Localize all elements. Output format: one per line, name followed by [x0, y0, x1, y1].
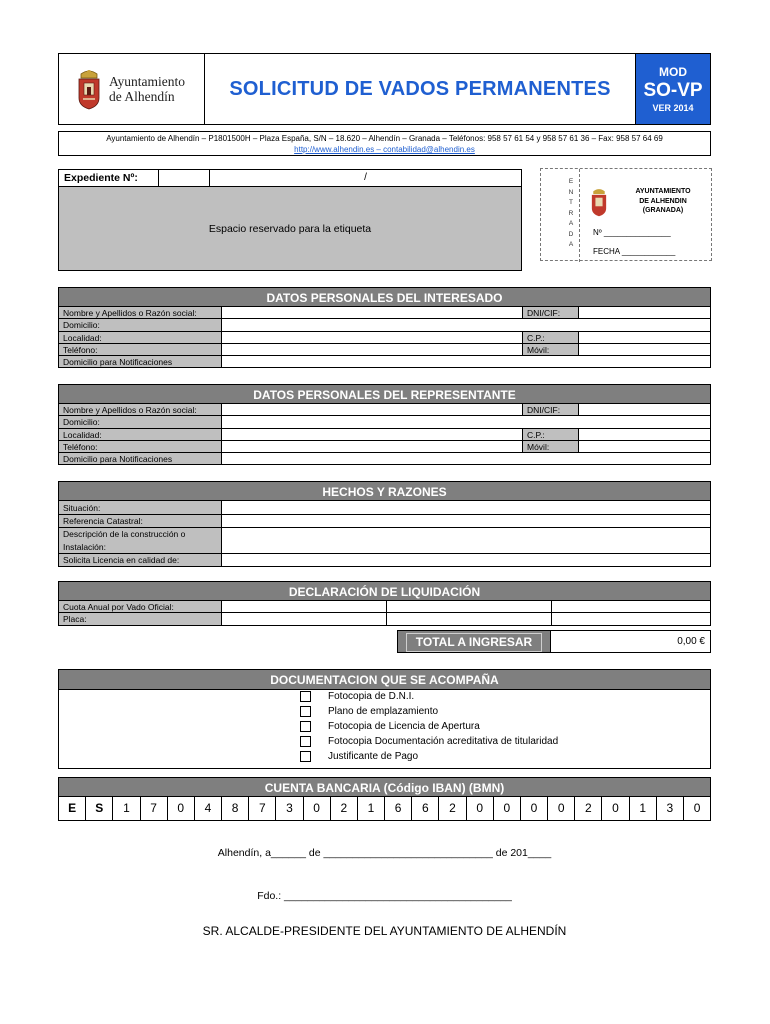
- form-row: [59, 319, 710, 331]
- label-reserved-area: [59, 187, 521, 270]
- iban-digit[interactable]: 0: [521, 797, 548, 820]
- placa-input-1[interactable]: [222, 613, 387, 624]
- form-row: [59, 441, 710, 453]
- field-label: Referencia Catastral:: [59, 515, 222, 527]
- reserved-text: Espacio reservado para la etiqueta: [208, 222, 372, 235]
- form-row: [59, 554, 710, 567]
- field-label: [59, 528, 222, 553]
- iban-digit[interactable]: 4: [195, 797, 222, 820]
- stamp-letter: D: [568, 230, 574, 238]
- expediente-box: [58, 169, 522, 271]
- field-label: Domicilio para Notificaciones: [59, 356, 222, 367]
- doc-item[interactable]: [300, 734, 558, 749]
- form-row: [59, 356, 710, 368]
- stamp-title-line: AYUNTAMIENTO: [635, 188, 691, 195]
- iban-digit[interactable]: 6: [412, 797, 439, 820]
- doc-item[interactable]: [300, 749, 558, 764]
- field-label: Localidad:: [59, 332, 222, 343]
- form-row: [59, 404, 710, 416]
- field-label: Solicita Licencia en calidad de:: [59, 554, 222, 566]
- section-liquidacion: [58, 581, 711, 626]
- form-row: [59, 332, 710, 344]
- iban-digit[interactable]: 1: [630, 797, 657, 820]
- form-title: SOLICITUD DE VADOS PERMANENTES: [229, 77, 611, 100]
- iban-digit[interactable]: S: [86, 797, 113, 820]
- field-label: Cuota Anual por Vado Oficial:: [59, 601, 222, 612]
- doc-label: Fotocopia Documentación acreditativa de titularidad: [328, 736, 559, 747]
- situacion-input[interactable]: [222, 501, 710, 514]
- notification-address-input[interactable]: [222, 453, 710, 464]
- stamp-coat-of-arms-icon: [588, 187, 610, 217]
- field-label: Nombre y Apellidos o Razón social:: [59, 404, 222, 415]
- form-row: [59, 429, 710, 441]
- field-label: Móvil:: [523, 344, 579, 355]
- signature-line[interactable]: Fdo.: _______________________________________: [257, 890, 512, 902]
- model-version: VER 2014: [652, 103, 694, 113]
- stamp-title-line: DE ALHENDIN: [639, 197, 687, 205]
- field-label: Domicilio:: [59, 319, 222, 330]
- field-label: Teléfono:: [59, 344, 222, 355]
- coat-of-arms-icon: [75, 68, 103, 110]
- phone-input[interactable]: [222, 441, 523, 452]
- iban-digit[interactable]: 0: [168, 797, 195, 820]
- expediente-header: [59, 170, 521, 187]
- checkbox[interactable]: [300, 691, 311, 702]
- total-label: [397, 630, 551, 653]
- section-representante: [58, 384, 711, 465]
- doc-item[interactable]: [300, 704, 558, 719]
- checkbox[interactable]: [300, 706, 311, 717]
- stamp-letter: E: [568, 178, 574, 185]
- model-badge: [635, 54, 710, 124]
- iban-digit[interactable]: 2: [575, 797, 602, 820]
- iban-digit[interactable]: 0: [548, 797, 575, 820]
- section-title: CUENTA BANCARIA (Código IBAN) (BMN): [58, 777, 711, 797]
- liquidacion-grid: [58, 601, 711, 626]
- section-hechos: [58, 481, 711, 567]
- section-title: DECLARACIÓN DE LIQUIDACIÓN: [58, 581, 711, 601]
- iban-digit[interactable]: 2: [331, 797, 358, 820]
- stamp-letter: T: [569, 199, 573, 206]
- field-label: Placa:: [59, 613, 222, 624]
- iban-digit[interactable]: 0: [602, 797, 629, 820]
- representante-grid: [58, 404, 711, 465]
- stamp-letter: A: [568, 220, 574, 227]
- stamp-title: [621, 187, 705, 216]
- iban-digit[interactable]: 1: [113, 797, 140, 820]
- expediente-field[interactable]: /: [209, 170, 521, 186]
- dni-input[interactable]: [579, 404, 710, 415]
- field-label: Localidad:: [59, 429, 222, 440]
- description-input[interactable]: [222, 528, 710, 553]
- total-label-text: TOTAL A INGRESAR: [406, 633, 542, 652]
- field-label: Situación:: [59, 501, 222, 514]
- phone-input[interactable]: [222, 344, 523, 355]
- desc-line-1: Descripción de la construcción o: [63, 529, 186, 539]
- iban-digit[interactable]: 7: [141, 797, 168, 820]
- license-capacity-input[interactable]: [222, 554, 710, 566]
- section-title: DATOS PERSONALES DEL INTERESADO: [58, 287, 711, 307]
- cuota-input-2[interactable]: [387, 601, 552, 612]
- documents-checklist: [300, 689, 558, 764]
- iban-digit[interactable]: 6: [385, 797, 412, 820]
- field-label: Móvil:: [523, 441, 579, 452]
- hechos-grid: [58, 501, 711, 567]
- mod-label: MOD: [659, 65, 687, 79]
- form-row: [59, 528, 710, 554]
- form-row: [59, 515, 710, 528]
- iban-digit[interactable]: 2: [439, 797, 466, 820]
- iban-digit[interactable]: 8: [222, 797, 249, 820]
- iban-digit[interactable]: 1: [358, 797, 385, 820]
- checkbox[interactable]: [300, 751, 311, 762]
- form-row: [59, 416, 710, 428]
- notification-address-input[interactable]: [222, 356, 710, 367]
- form-row: [59, 307, 710, 319]
- doc-item[interactable]: [300, 689, 558, 704]
- form-row: [59, 601, 710, 613]
- postal-code-input[interactable]: [579, 429, 710, 440]
- field-label: DNI/CIF:: [523, 404, 579, 415]
- field-label: Teléfono:: [59, 441, 222, 452]
- address-line: Ayuntamiento de Alhendín – P1801500H – Plaza España, S/N – 18.620 – Alhendín – Granada – Teléfonos: 958 57 61 54 y 958 57 61 36 – Fax: 958 57 64 69: [106, 134, 663, 143]
- stamp-letter: R: [568, 209, 574, 217]
- web-email-link[interactable]: http://www.alhendin.es – contabilidad@alhendin.es: [294, 145, 475, 154]
- city-input[interactable]: [222, 332, 523, 343]
- dni-input[interactable]: [579, 307, 710, 318]
- form-row: [59, 501, 710, 515]
- entrada-letters: [561, 177, 581, 251]
- address-input[interactable]: [222, 319, 710, 330]
- iban-digit[interactable]: 0: [494, 797, 521, 820]
- iban-digit[interactable]: 7: [249, 797, 276, 820]
- iban-digit[interactable]: 3: [276, 797, 303, 820]
- iban-digit[interactable]: E: [59, 797, 86, 820]
- address-input[interactable]: [222, 416, 710, 427]
- doc-label: Fotocopia de D.N.I.: [328, 691, 415, 702]
- form-row: [59, 344, 710, 356]
- stamp-letter: N: [568, 188, 574, 196]
- section-title: DATOS PERSONALES DEL REPRESENTANTE: [58, 384, 711, 404]
- logo-line-2: de Alhendín: [109, 89, 175, 104]
- checkbox[interactable]: [300, 721, 311, 732]
- stamp-letter: A: [568, 241, 574, 248]
- doc-label: Fotocopia de Licencia de Apertura: [328, 721, 480, 732]
- total-value: 0,00 €: [551, 630, 711, 653]
- section-title: DOCUMENTACION QUE SE ACOMPAÑA: [59, 670, 710, 690]
- checkbox[interactable]: [300, 736, 311, 747]
- logo-block: [59, 54, 205, 124]
- mobile-input[interactable]: [579, 344, 710, 355]
- section-title: HECHOS Y RAZONES: [58, 481, 711, 501]
- placa-input-2[interactable]: [387, 613, 552, 624]
- field-label: Nombre y Apellidos o Razón social:: [59, 307, 222, 318]
- model-code: SO-VP: [643, 80, 703, 101]
- mobile-input[interactable]: [579, 441, 710, 452]
- expediente-label: Expediente Nº:: [59, 170, 159, 186]
- name-input[interactable]: [222, 307, 523, 318]
- iban-digit[interactable]: 0: [693, 801, 701, 815]
- field-label: C.P.:: [523, 332, 579, 343]
- section-interesado: [58, 287, 711, 368]
- stamp-title-line: (GRANADA): [642, 207, 684, 214]
- recipient-line: SR. ALCALDE-PRESIDENTE DEL AYUNTAMIENTO DE ALHENDÍN: [202, 924, 567, 938]
- iban-digit[interactable]: 3: [657, 797, 684, 820]
- logo-line-1: Ayuntamiento: [109, 74, 185, 89]
- stamp-number: Nº _______________: [593, 228, 671, 237]
- section-cuenta: [58, 777, 711, 821]
- desc-line-2: Instalación:: [63, 542, 106, 552]
- field-label: C.P.:: [523, 429, 579, 440]
- form-row: [59, 613, 710, 625]
- iban-row: [58, 797, 711, 821]
- place-date-line[interactable]: Alhendín, a______ de _____________________________ de 201____: [217, 847, 552, 859]
- doc-label: Plano de emplazamiento: [328, 706, 439, 717]
- stamp-date: FECHA ____________: [593, 247, 676, 256]
- cuota-input-3[interactable]: [552, 601, 710, 612]
- placa-input-3[interactable]: [552, 613, 710, 624]
- cuota-input-1[interactable]: [222, 601, 387, 612]
- field-label: DNI/CIF:: [523, 307, 579, 318]
- city-input[interactable]: [222, 429, 523, 440]
- form-header: [58, 53, 711, 125]
- iban-digit[interactable]: 0: [467, 797, 494, 820]
- doc-label: Justificante de Pago: [328, 751, 419, 762]
- field-label: Domicilio para Notificaciones: [59, 453, 222, 464]
- name-input[interactable]: [222, 404, 523, 415]
- entrada-stamp: [540, 168, 712, 261]
- form-row: [59, 453, 710, 465]
- field-label: Domicilio:: [59, 416, 222, 427]
- catastral-input[interactable]: [222, 515, 710, 527]
- address-box: [58, 131, 711, 156]
- postal-code-input[interactable]: [579, 332, 710, 343]
- stamp-divider: [579, 169, 580, 262]
- doc-item[interactable]: [300, 719, 558, 734]
- iban-digit[interactable]: 0: [304, 797, 331, 820]
- interesado-grid: [58, 307, 711, 368]
